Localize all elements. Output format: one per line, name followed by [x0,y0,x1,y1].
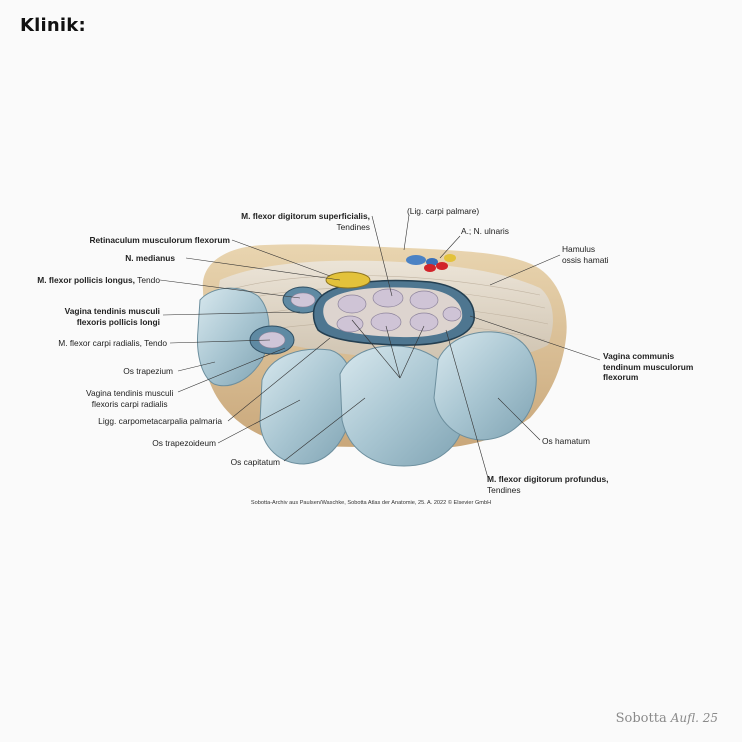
label-vagina-fcr-2: flexoris carpi radialis [91,398,168,409]
label-hamulus [562,244,609,265]
label-fdp-sub: Tendines [487,484,521,495]
ulnar-nerve [406,255,426,265]
label-retinaculum-text: Retinaculum musculorum flexorum [89,235,230,245]
label-os-hamatum: Os hamatum [542,436,590,446]
label-vagina-comm-2: tendinum musculorum [603,361,694,372]
label-ligg-cmc: Ligg. carpometacarpalia palmaria [98,416,222,426]
label-vagina-fcr-1: Vagina tendinis musculi [86,388,174,398]
label-os-trapezoideum: Os trapezoideum [152,438,216,448]
label-vagina-fpl-1: Vagina tendinis musculi [64,306,160,316]
label-a-n-ulnaris: A.; N. ulnaris [461,226,509,236]
label-fdp-title: M. flexor digitorum profundus, [487,474,609,484]
label-fds-title: M. flexor digitorum superficialis, [241,211,370,221]
page-heading: Klinik: [20,15,86,36]
image-credit: Sobotta-Archiv aus Paulsen/Waschke, Sobotta Atlas der Anatomie, 25. A. 2022 © Elsevier GmbH [250,500,492,506]
label-fpl-title: M. flexor pollicis longus, [37,275,135,285]
ulnar-nerve-yellow [444,254,456,262]
label-n-medianus-text: N. medianus [125,253,175,263]
median-nerve [326,272,370,288]
label-n-medianus [125,253,175,264]
label-os-trapezium: Os trapezium [123,366,173,376]
label-vagina-comm-1: Vagina communis [603,351,675,361]
os-trapezoideum-shape [260,349,353,464]
label-os-capitatum: Os capitatum [230,457,280,467]
label-hamulus-2: ossis hamati [562,254,609,265]
label-retinaculum [89,235,230,246]
label-vagina-comm-3: flexorum [603,372,639,382]
os-hamatum-shape [434,332,536,440]
brand-edition: Aufl. 25 [670,711,718,725]
label-fds [241,211,370,232]
label-fpl-sub: Tendo [135,275,160,285]
label-lig-carpi: (Lig. carpi palmare) [407,206,480,216]
label-fds-sub: Tendines [336,221,370,232]
label-vagina-fpl [65,306,160,327]
label-hamulus-1: Hamulus [562,244,596,254]
brand-name: Sobotta [615,711,667,726]
label-fpl [37,275,160,286]
label-fcr: M. flexor carpi radialis, Tendo [58,338,167,348]
label-vagina-fpl-2: flexoris pollicis longi [76,316,160,327]
label-vagina-fcr [86,388,173,409]
ulnar-artery [436,262,448,270]
brand-footer [616,711,718,726]
label-fdp [487,474,608,495]
label-vagina-communis [603,351,693,383]
